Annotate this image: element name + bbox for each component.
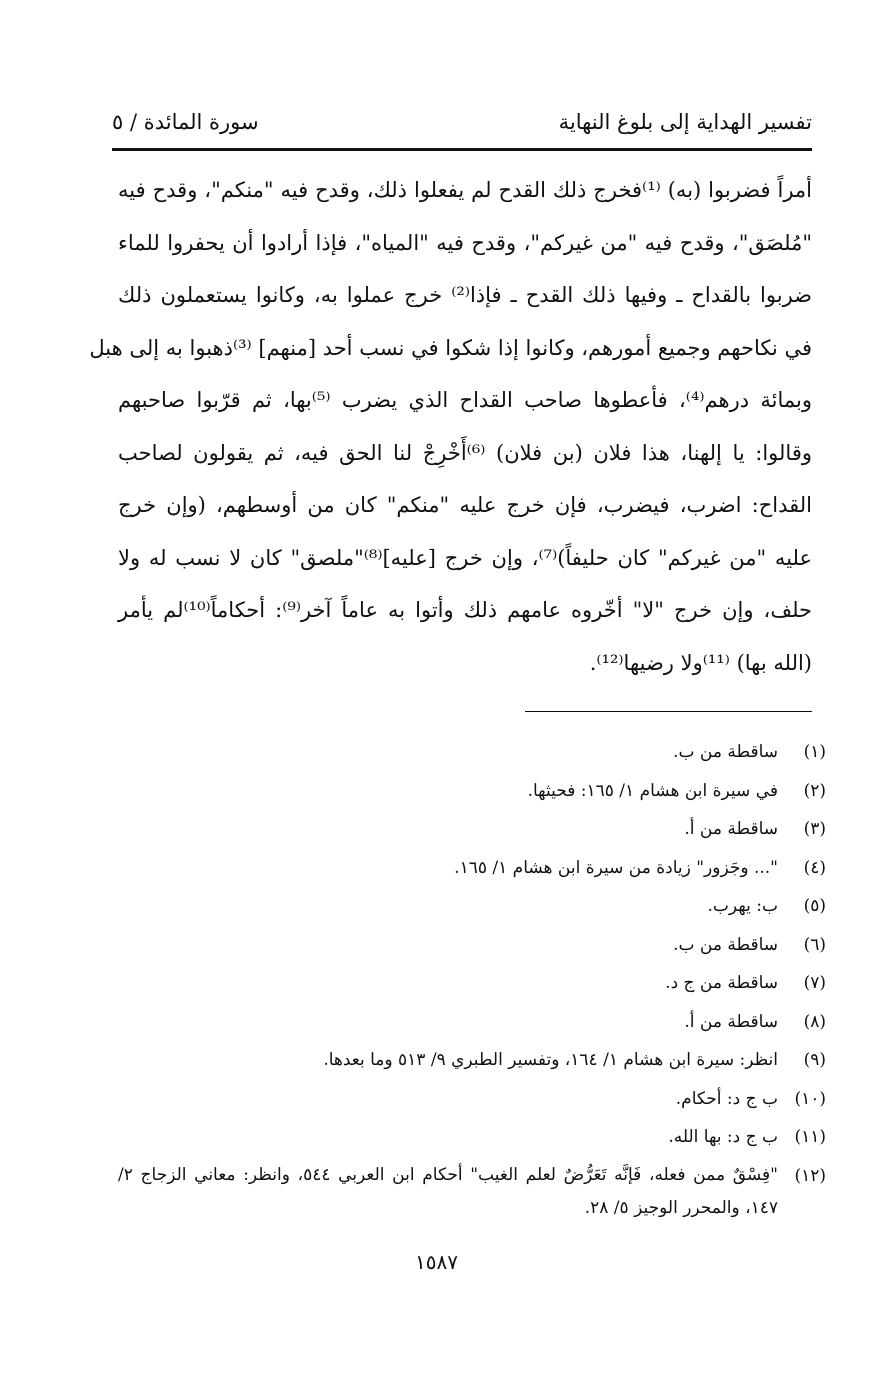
text-line: وبمائة درهم⁽⁴⁾، فأعطوها صاحب القداح الذي يضرب ⁽⁵⁾بها، ثم قرّبوا صاحبهم <box>118 388 812 412</box>
footnote <box>118 772 826 811</box>
footnote <box>118 733 826 772</box>
text-line: "مُلصَق"، وقدح فيه "من غيركم"، وقدح فيه "المياه"، فإذا أرادوا أن يحفروا للماء <box>118 230 812 255</box>
footnote-text: ب ج د: أحكام. <box>675 1088 778 1109</box>
footnote-text: ساقطة من ج د. <box>665 973 778 993</box>
footnote-text: ساقطة من أ. <box>684 1011 778 1032</box>
text-line: في نكاحهم وجميع أمورهم، وكانوا إذا شكوا في نسب أحد [منهم] ⁽³⁾ذهبوا به إلى هبل <box>89 335 812 360</box>
footnote-text: ساقطة من ب. <box>673 742 778 762</box>
text-line: عليه "من غيركم" كان حليفاً)⁽⁷⁾، وإن خرج [عليه]⁽⁸⁾"ملصق" كان لا نسب له ولا <box>118 545 813 570</box>
footnote <box>118 926 826 965</box>
main-text <box>89 164 813 689</box>
footnote <box>118 810 826 849</box>
footnote <box>118 887 826 926</box>
page-number: ١٥٨٧ <box>415 1250 458 1274</box>
footnotes <box>118 733 826 1225</box>
footnote-text: ب: يهرب. <box>707 896 778 916</box>
footnote-number: (٦) <box>803 934 826 955</box>
footnote-number: (٨) <box>803 1011 826 1032</box>
header-rule <box>112 148 812 151</box>
text-line: حلف، وإن خرج "لا" أخّروه عامهم ذلك وأتوا به عاماً آخر⁽⁹⁾: أحكاماً⁽¹⁰⁾لم يأمر <box>118 598 812 622</box>
text-line: أمراً فضربوا (به) ⁽¹⁾فخرج ذلك القدح لم يفعلوا ذلك، وقدح فيه "منكم"، وقدح فيه <box>118 178 813 202</box>
footnote <box>118 1003 826 1042</box>
footnote-number: (١١) <box>794 1127 826 1147</box>
text-line: ضربوا بالقداح ـ وفيها ذلك القدح ـ فإذا⁽²⁾ خرج عملوا به، وكانوا يستعملون ذلك <box>118 283 812 307</box>
footnote-text: ساقطة من أ. <box>684 819 778 839</box>
footnote-number: (١٠) <box>794 1088 826 1109</box>
footnote-text: في سيرة ابن هشام ١/ ١٦٥: فحيثها. <box>527 780 778 801</box>
footnote <box>118 1041 826 1080</box>
footnote <box>118 1080 826 1119</box>
book-title: تفسير الهداية إلى بلوغ النهاية <box>558 110 812 134</box>
footnote <box>118 964 826 1003</box>
footnote-text: "فِسْقٌ ممن فعله، فَإنَّه تَعَرُّضٌ لعلم الغيب" أحكام ابن العربي ٥٤٤، وانظر: معاني الزجاج ٢/ ١٤٧، والمحرر الوجيز ٥/ ٢٨. <box>118 1164 778 1218</box>
footnote-number: (٥) <box>803 896 826 916</box>
footnote-text: ب ج د: بها الله. <box>668 1127 778 1147</box>
footnote-number: (٧) <box>803 973 826 993</box>
footnote-text: "... وجَزور" زيادة من سيرة ابن هشام ١/ ١٦٥. <box>454 857 778 878</box>
footnote <box>118 1157 826 1225</box>
footnote-separator <box>525 711 812 712</box>
running-header <box>112 104 812 144</box>
footnote <box>118 1118 826 1157</box>
footnote-number: (٣) <box>803 819 826 839</box>
footnote-number: (٩) <box>803 1050 826 1070</box>
text-line: وقالوا: يا إلهنا، هذا فلان (بن فلان) ⁽⁶⁾أَخْرِجْ لنا الحق فيه، ثم يقولون لصاحب <box>118 440 812 465</box>
footnote <box>118 849 826 888</box>
footnote-number: (٢) <box>803 780 826 801</box>
text-line: القداح: اضرب، فيضرب، فإن خرج عليه "منكم" كان من أوسطهم، (وإن خرج <box>118 493 812 517</box>
footnote-text: ساقطة من ب. <box>673 934 778 955</box>
footnote-number: (١٢) <box>794 1165 826 1186</box>
footnote-number: (١) <box>803 742 826 762</box>
chapter-label: سورة المائدة / ٥ <box>112 110 259 134</box>
footnote-text: انظر: سيرة ابن هشام ١/ ١٦٤، وتفسير الطبري ٩/ ٥١٣ وما بعدها. <box>323 1050 778 1070</box>
text-line: (الله بها) ⁽¹¹⁾ولا رضيها⁽¹²⁾. <box>589 650 812 675</box>
footnote-number: (٤) <box>803 857 826 878</box>
